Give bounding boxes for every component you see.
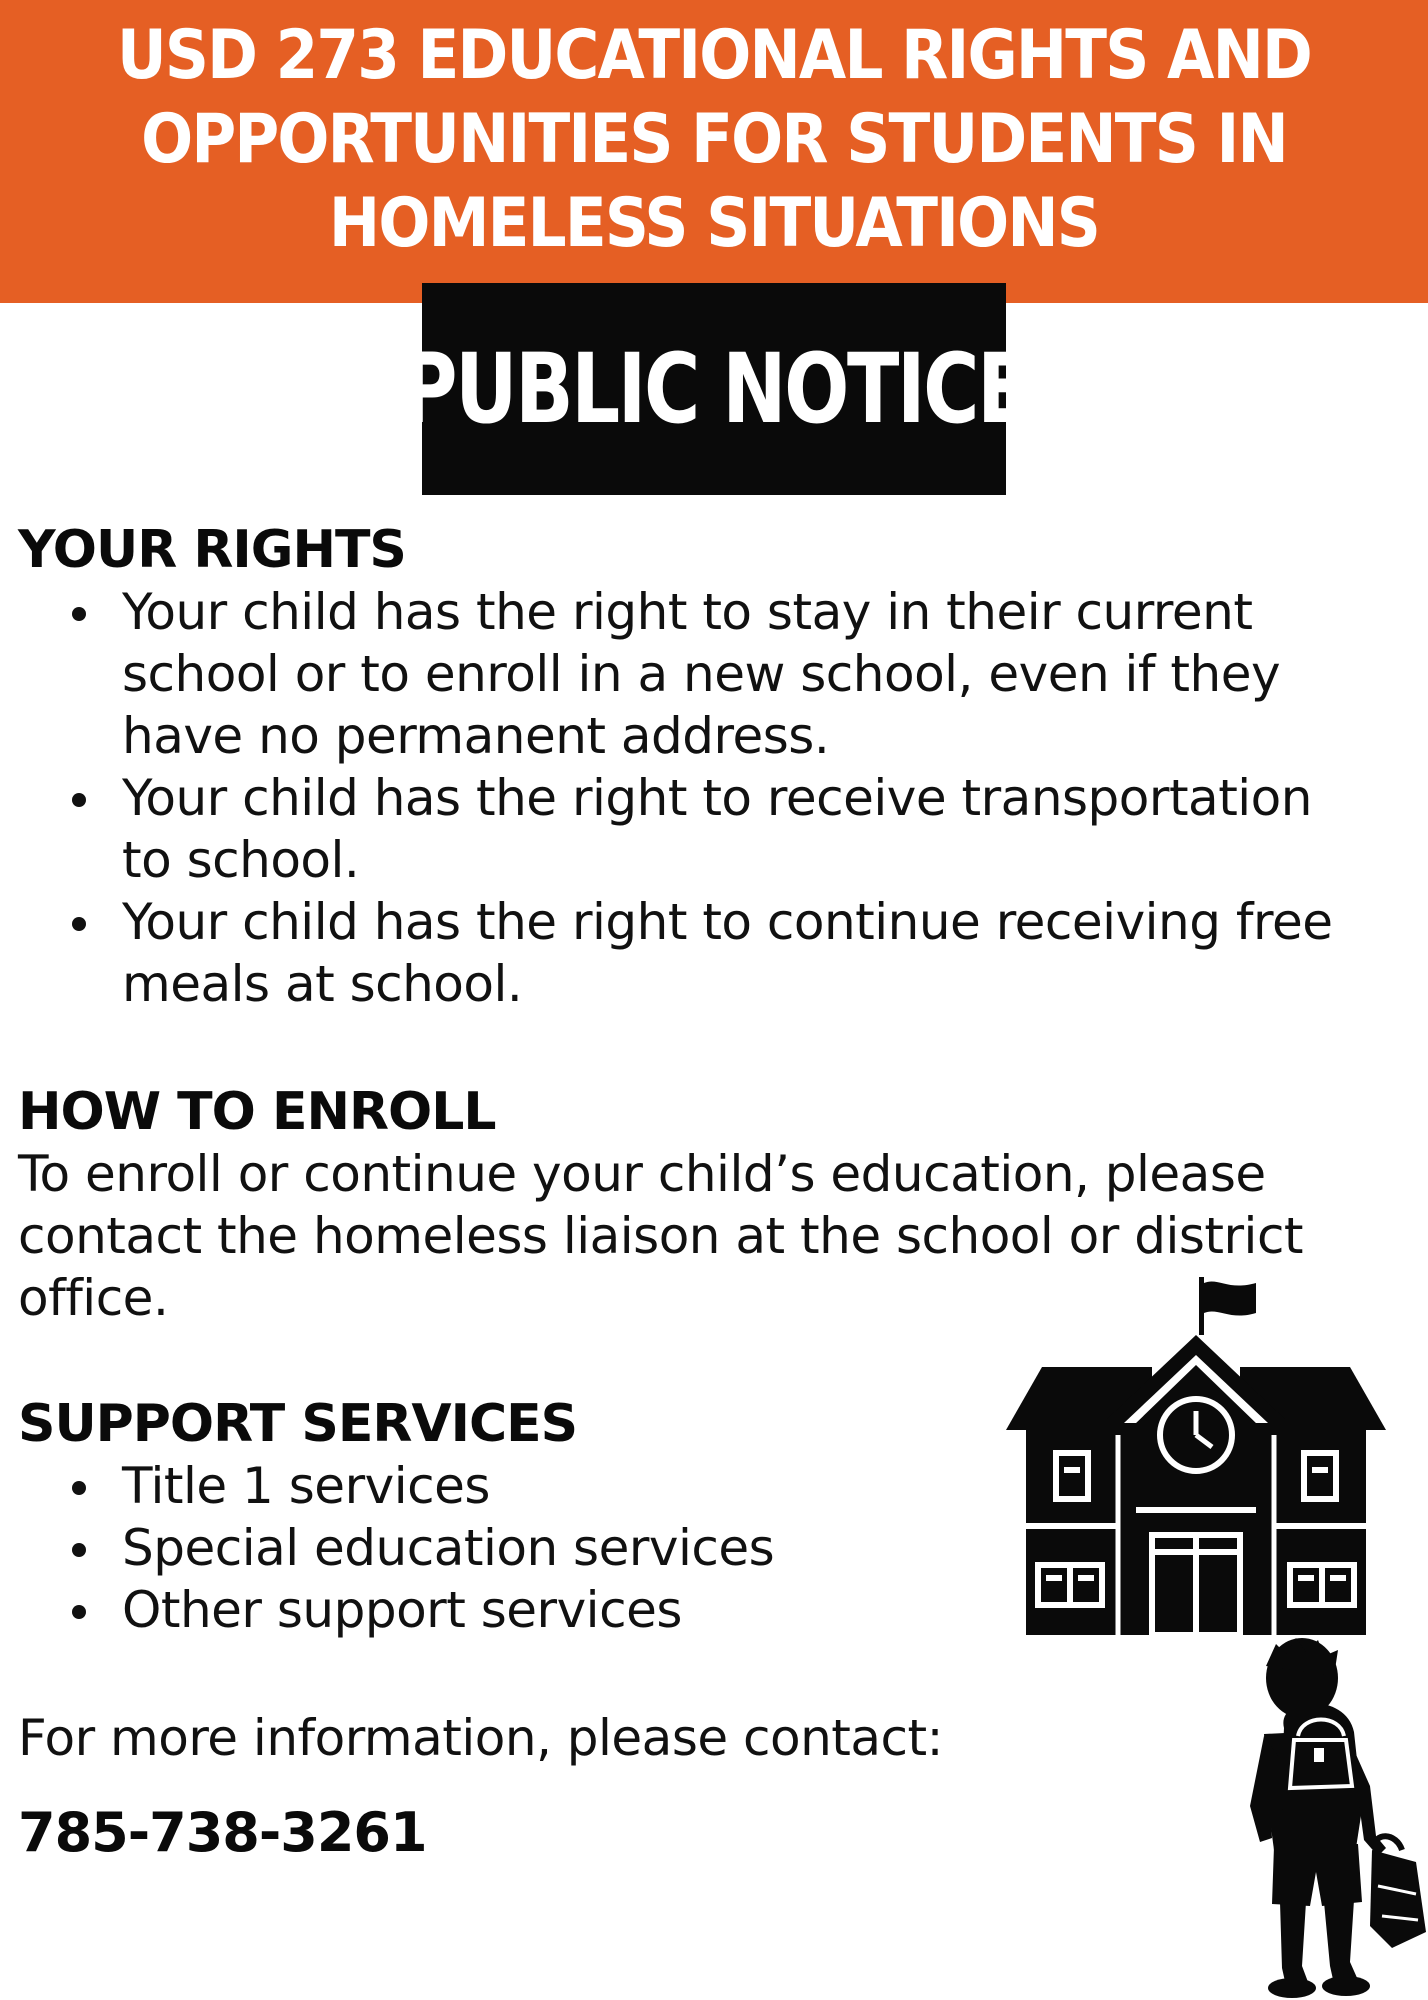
- contact-text: For more information, please contact:: [18, 1709, 943, 1767]
- header-banner: [0, 0, 1428, 303]
- title-line-2: OPPORTUNITIES FOR STUDENTS IN: [141, 100, 1287, 179]
- list-item: Title 1 services: [18, 1455, 774, 1517]
- list-item: Special education services: [18, 1517, 774, 1579]
- title-line-3: HOMELESS SITUATIONS: [328, 184, 1100, 263]
- list-item: Your child has the right to continue receiving free meals at school.: [18, 891, 1332, 1015]
- school-building-icon: [1006, 1275, 1386, 1640]
- title-line-1: USD 273 EDUCATIONAL RIGHTS AND: [116, 16, 1312, 95]
- support-heading: SUPPORT SERVICES: [18, 1394, 578, 1454]
- public-notice-label: PUBLIC NOTICE: [401, 333, 1027, 445]
- support-list: [18, 1455, 774, 1641]
- list-item: Other support services: [18, 1579, 774, 1641]
- list-item: Your child has the right to stay in their current school or to enroll in a new school, even if they have no permanent address.: [18, 581, 1332, 767]
- contact-phone: 785-738-3261: [18, 1801, 427, 1864]
- enroll-heading: HOW TO ENROLL: [18, 1082, 496, 1142]
- list-item: Your child has the right to receive transportation to school.: [18, 767, 1332, 891]
- rights-list: [18, 581, 1332, 1015]
- rights-heading: YOUR RIGHTS: [18, 520, 406, 580]
- student-with-backpack-icon: [1246, 1636, 1428, 2000]
- document-title: [71, 14, 1356, 266]
- enroll-paragraph: To enroll or continue your child’s education, please contact the homeless liaison at the school or district office.: [18, 1145, 1304, 1327]
- public-notice-box: [401, 283, 1027, 495]
